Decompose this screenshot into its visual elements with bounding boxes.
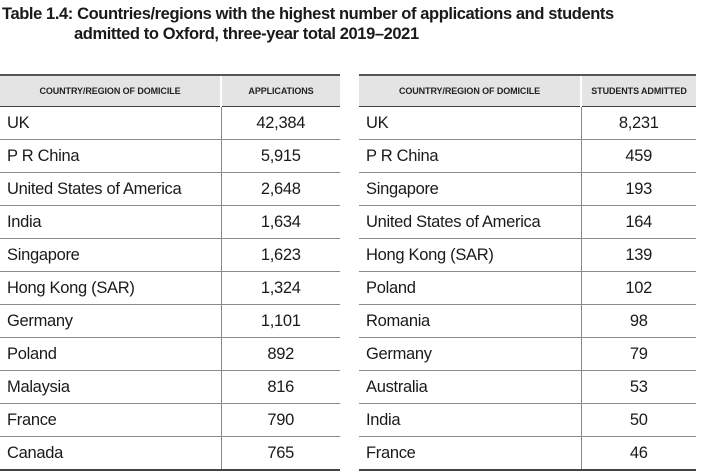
applications-value-cell: 1,634 [221, 206, 340, 239]
applications-value-cell: 892 [221, 338, 340, 371]
applications-table-row [0, 239, 340, 272]
applications-value-cell: 42,384 [221, 107, 340, 140]
applications-table [0, 74, 340, 471]
admitted-country-cell: Romania [359, 305, 581, 338]
admitted-table-row [359, 338, 696, 371]
admitted-value-cell: 8,231 [581, 107, 696, 140]
admitted-value-cell: 102 [581, 272, 696, 305]
admitted-table-row [359, 272, 696, 305]
admitted-table-row [359, 107, 696, 140]
applications-table-row [0, 272, 340, 305]
applications-value-cell: 816 [221, 371, 340, 404]
applications-value-cell: 765 [221, 437, 340, 471]
admitted-table-row [359, 371, 696, 404]
admitted-value-cell: 79 [581, 338, 696, 371]
admitted-value-cell: 98 [581, 305, 696, 338]
admitted-table [359, 74, 696, 471]
admitted-table-row [359, 173, 696, 206]
admitted-country-cell: Singapore [359, 173, 581, 206]
admitted-value-cell: 50 [581, 404, 696, 437]
applications-country-cell: Poland [0, 338, 221, 371]
admitted-table-row [359, 206, 696, 239]
admitted-value-cell: 193 [581, 173, 696, 206]
applications-table-row [0, 371, 340, 404]
admitted-country-cell: UK [359, 107, 581, 140]
admitted-table-row [359, 305, 696, 338]
applications-header-row [0, 75, 340, 107]
admitted-table-row [359, 239, 696, 272]
applications-header-applications: APPLICATIONS [221, 75, 340, 107]
table-title [2, 4, 698, 44]
admitted-value-cell: 53 [581, 371, 696, 404]
admitted-header-row [359, 75, 696, 107]
applications-table-row [0, 206, 340, 239]
admitted-value-cell: 164 [581, 206, 696, 239]
table-title-line1: Table 1.4: Countries/regions with the highest number of applications and students [2, 5, 614, 23]
applications-country-cell: Germany [0, 305, 221, 338]
applications-country-cell: United States of America [0, 173, 221, 206]
admitted-country-cell: Hong Kong (SAR) [359, 239, 581, 272]
applications-country-cell: Singapore [0, 239, 221, 272]
admitted-value-cell: 459 [581, 140, 696, 173]
applications-table-row [0, 140, 340, 173]
applications-value-cell: 2,648 [221, 173, 340, 206]
applications-country-cell: Hong Kong (SAR) [0, 272, 221, 305]
applications-value-cell: 1,623 [221, 239, 340, 272]
applications-country-cell: UK [0, 107, 221, 140]
applications-country-cell: France [0, 404, 221, 437]
admitted-country-cell: Australia [359, 371, 581, 404]
admitted-table-row [359, 437, 696, 471]
applications-table-row [0, 338, 340, 371]
applications-value-cell: 790 [221, 404, 340, 437]
applications-table-row [0, 305, 340, 338]
applications-country-cell: India [0, 206, 221, 239]
applications-table-row [0, 437, 340, 471]
admitted-country-cell: P R China [359, 140, 581, 173]
applications-table-row [0, 107, 340, 140]
applications-table-row [0, 404, 340, 437]
applications-value-cell: 1,324 [221, 272, 340, 305]
admitted-country-cell: Germany [359, 338, 581, 371]
applications-country-cell: Malaysia [0, 371, 221, 404]
applications-header-country: COUNTRY/REGION OF DOMICILE [0, 75, 221, 107]
admitted-header-students-admitted: STUDENTS ADMITTED [581, 75, 696, 107]
admitted-table-row [359, 140, 696, 173]
applications-value-cell: 1,101 [221, 305, 340, 338]
table-title-line2: admitted to Oxford, three-year total 2019–2021 [74, 25, 419, 43]
admitted-value-cell: 139 [581, 239, 696, 272]
applications-value-cell: 5,915 [221, 140, 340, 173]
admitted-value-cell: 46 [581, 437, 696, 471]
admitted-country-cell: Poland [359, 272, 581, 305]
applications-table-row [0, 173, 340, 206]
admitted-header-country: COUNTRY/REGION OF DOMICILE [359, 75, 581, 107]
admitted-country-cell: United States of America [359, 206, 581, 239]
admitted-country-cell: France [359, 437, 581, 471]
admitted-country-cell: India [359, 404, 581, 437]
applications-country-cell: P R China [0, 140, 221, 173]
applications-country-cell: Canada [0, 437, 221, 471]
admitted-table-row [359, 404, 696, 437]
